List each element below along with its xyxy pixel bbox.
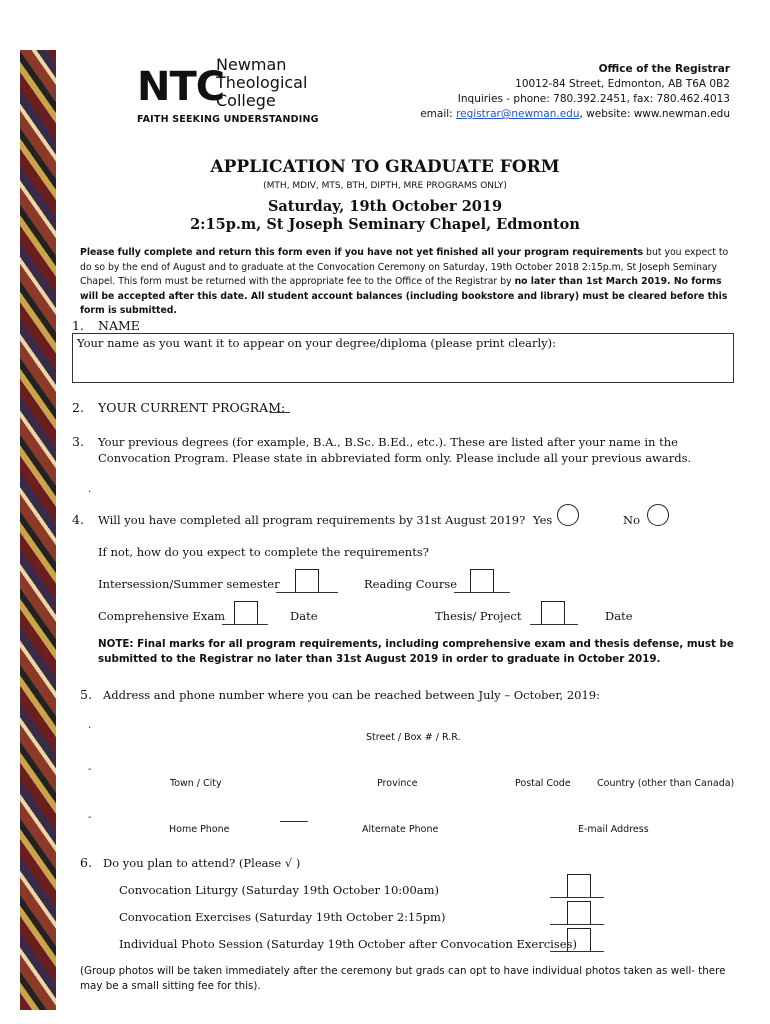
section-5-number: 5. (80, 687, 92, 702)
section-5-text: Address and phone number where you can be reached between July – October, 2019: (103, 688, 600, 702)
reading-course-label: Reading Course (364, 577, 458, 591)
logo-name-line: Newman (216, 55, 287, 74)
convocation-liturgy-checkbox[interactable] (567, 874, 591, 898)
name-field-hint: Your name as you want it to appear on your degree/diploma (please print clearly): (77, 336, 557, 350)
section-3-text: Your previous degrees (for example, B.A., B.Sc. B.Ed., etc.). These are listed after your name in the Convocation Program. Please state in abbreviated form only. Please include all your previous awards. (98, 435, 692, 465)
comprehensive-underline (222, 624, 268, 625)
reading-course-underline (454, 592, 510, 593)
name-field[interactable] (72, 333, 734, 383)
decorative-border-strip (20, 50, 56, 1010)
home-phone-underline (280, 821, 308, 822)
photo-session-label: Individual Photo Session (Saturday 19th October after Convocation Exercises) (119, 937, 577, 951)
street-field[interactable]: . (88, 720, 92, 731)
intersession-underline (276, 592, 338, 593)
previous-degrees-field[interactable]: . (88, 484, 92, 495)
yes-checkbox[interactable] (557, 504, 579, 526)
section-6-number: 6. (80, 855, 92, 870)
ceremony-place: 2:15p.m, St Joseph Seminary Chapel, Edmonton (190, 216, 580, 233)
email-prefix: email: (420, 108, 457, 120)
alternate-phone-label: Alternate Phone (362, 824, 439, 835)
thesis-project-label: Thesis/ Project (435, 609, 522, 623)
convocation-exercises-label: Convocation Exercises (Saturday 19th October 2:15pm) (119, 910, 446, 924)
no-checkbox[interactable] (647, 504, 669, 526)
intersession-checkbox[interactable] (295, 569, 319, 593)
intro-paragraph (80, 246, 730, 319)
registrar-address: 10012-84 Street, Edmonton, AB T6A 0B2 (515, 78, 730, 90)
section-4-number: 4. (72, 512, 84, 527)
ceremony-date: Saturday, 19th October 2019 (267, 198, 503, 215)
exercises-underline (550, 924, 604, 925)
intersession-label: Intersession/Summer semester (98, 577, 280, 591)
postal-code-label: Postal Code (515, 778, 571, 789)
convocation-exercises-checkbox[interactable] (567, 901, 591, 925)
registrar-email-link[interactable]: registrar@newman.edu (456, 108, 580, 120)
section-2-number: 2. (72, 400, 84, 415)
section-2-label: YOUR CURRENT PROGRAM: (98, 400, 286, 415)
comprehensive-exam-checkbox[interactable] (234, 601, 258, 625)
final-marks-note: NOTE: Final marks for all program requirements, including comprehensive exam and thesis defense, must be submitted to the Registrar no later than 31st August 2019 in order to graduate in October 2019. (98, 638, 734, 665)
registrar-phones: Inquiries - phone: 780.392.2451, fax: 780.462.4013 (457, 93, 730, 105)
section-3-number: 3. (72, 434, 84, 449)
form-programs: (MTH, MDIV, MTS, BTH, DIPTH, MRE PROGRAMS ONLY) (263, 181, 507, 191)
email-address-label: E-mail Address (578, 824, 649, 835)
college-logo-mark: NTC (137, 64, 225, 110)
date-label-2: Date (605, 609, 633, 623)
intro-text: but you expect to do so by the end of August and to graduate at the Convocation Ceremony on Saturday, 19th October 2018 2:15p.m, St Joseph Seminary Chapel. This form must be returned with the appropriate fee to the Office of the Registrar by (80, 247, 729, 287)
comprehensive-exam-label: Comprehensive Exam (98, 609, 226, 623)
reading-course-checkbox[interactable] (470, 569, 494, 593)
if-not-question: If not, how do you expect to complete the requirements? (98, 545, 429, 559)
photo-session-checkbox[interactable] (567, 928, 591, 952)
home-phone-field[interactable]: - (88, 812, 92, 823)
registrar-website: , website: www.newman.edu (579, 108, 730, 120)
convocation-liturgy-label: Convocation Liturgy (Saturday 19th October 10:00am) (119, 883, 440, 897)
thesis-underline (530, 624, 578, 625)
home-phone-label: Home Phone (169, 824, 230, 835)
country-label: Country (other than Canada) (597, 778, 735, 789)
photo-underline (550, 951, 604, 952)
section-4-question: Will you have completed all program requirements by 31st August 2019? (98, 513, 526, 527)
form-title: APPLICATION TO GRADUATE FORM (210, 157, 560, 177)
registrar-email-line (420, 107, 730, 122)
section-1-label: NAME (98, 318, 140, 333)
logo-name-line: Theological (216, 73, 308, 92)
intro-bold-deadline: no later than 1st March 2019. No forms will be accepted after this date. All student account balances (including bookstore and library) must be cleared before this form is submitted. (80, 276, 728, 316)
college-tagline: FAITH SEEKING UNDERSTANDING (137, 114, 319, 125)
thesis-project-checkbox[interactable] (541, 601, 565, 625)
section-6-text: Do you plan to attend? (Please √ ) (103, 856, 301, 870)
date-label-1: Date (290, 609, 318, 623)
street-label: Street / Box # / R.R. (366, 732, 461, 743)
registrar-contact-block (420, 62, 730, 122)
province-label: Province (377, 778, 418, 789)
group-photos-note: (Group photos will be taken immediately after the ceremony but grads can opt to have individual photos taken as well- there may be a small sitting fee for this). (80, 965, 726, 992)
town-label: Town / City (170, 778, 222, 789)
program-field[interactable] (270, 412, 290, 413)
yes-label: Yes (533, 513, 553, 527)
town-field[interactable]: - (88, 764, 92, 775)
no-label: No (623, 513, 640, 527)
intro-bold: Please fully complete and return this form even if you have not yet finished all your program requirements (80, 247, 644, 258)
logo-name-line: College (216, 91, 276, 110)
section-1-number: 1. (72, 318, 84, 333)
college-logo-name (216, 56, 307, 110)
liturgy-underline (550, 897, 604, 898)
registrar-office: Office of the Registrar (598, 63, 730, 75)
